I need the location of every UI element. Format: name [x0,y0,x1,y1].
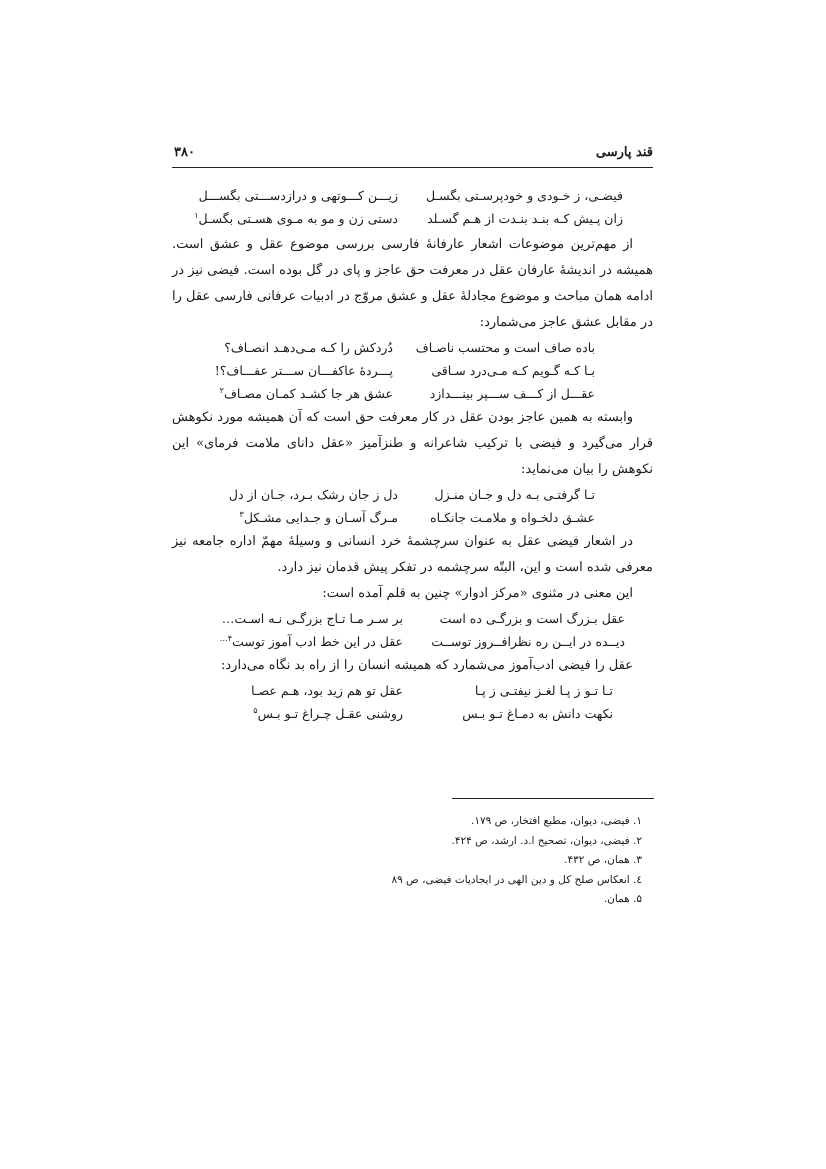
body-content [172,184,653,725]
paragraph: این معنی در مثنوی «مرکز ادوار» چنین به قلم آمده است: [322,586,633,601]
verse-block [172,607,653,653]
verse-hemistich-first: باده صاف است و محتسب ناصـاف [415,340,595,355]
verse-hemistich-second: دُردکش را کـه مـی‌دهـد انصـاف؟ [224,340,393,355]
verse-hemistich-text: دستی زن و مو به مـوی هسـتی بگسـل [198,211,398,226]
verse-line [172,630,653,653]
verse-hemistich-second: زیـــن کـــوتهی و درازدســـتی بگســـل [198,188,398,203]
paragraph: عقل را فیضی ادب‌آموز می‌شمارد که همیشه انسان را از راه بد نگاه می‌دارد: [221,658,633,673]
verse-line [172,336,653,359]
footnote-ref: ۴… [219,633,233,643]
footnote-ref: ۳ [239,509,244,519]
verse-hemistich-first: عشـق دلخـواه و ملامـت جانکـاه [430,510,595,525]
verse-hemistich-first: فیضـی، ز خـودی و خودپرسـتی بگسـل [426,188,623,203]
footnote-ref: ۵ [253,705,258,715]
verse-block [172,336,653,405]
verse-hemistich-second [240,506,398,529]
footnote-ref: ۲ [219,385,224,395]
verse-line [172,184,653,207]
verse-hemistich-text: روشنی عقـل چـراغ تـو بـس [257,706,403,721]
verse-hemistich-first: دیــده در ایــن ره نظرافــروز توســت [431,634,625,649]
verse-hemistich-second: بر سـر مـا تـاج بزرگـی نـه اسـت… [221,611,403,626]
verse-hemistich-text: مـرگ آسـان و جـدایی مشـکل [243,510,398,525]
verse-hemistich-first: عقل بـزرگ است و بزرگـی ده است [439,611,625,626]
page-header [172,143,653,168]
verse-hemistich-second [220,630,403,653]
footnotes [192,812,642,910]
verse-hemistich-first: زان پـیش کـه بنـد بنـدت از هـم گسـلد [427,211,623,226]
verse-hemistich-first: نکهت دانش به دمـاغ تـو بـس [462,706,613,721]
verse-line [172,702,653,725]
paragraph: وابسته به همین عاجز بودن عقل در کار معرفت حق است که آن همیشه مورد نکوهش قرار می‌گیرد و فیضی با ترکیب شاعرانه و طنزآمیز «عقل دانای ملامت فرمای» این نکوهش را بیان می‌نماید: [172,410,653,477]
verse-hemistich-second [253,702,403,725]
verse-hemistich-second: عقل تو هم زید بود، هـم عصـا [251,683,403,698]
footnote: ٤. انعکاس صلح کل و دین الهی در ایجادیات فیضی، ص ۸۹ [391,873,642,886]
verse-block [172,679,653,725]
verse-hemistich-text: عقل در این خط ادب آموز توست [232,634,403,649]
verse-hemistich-first: عقـــل از کـــف ســـپر بینـــدازد [429,386,595,401]
footnote: ۵. همان. [603,893,642,905]
verse-hemistich-second: پـــردهٔ عاکفـــان ســـتر عفـــاف؟! [214,363,393,378]
footnote-divider [452,798,654,799]
verse-line [172,679,653,702]
verse-line [172,382,653,405]
verse-hemistich-second [220,382,393,405]
paragraph: از مهم‌ترین موضوعات اشعار عارفانهٔ فارسی بررسی موضوع عقل و عشق است. همیشه در اندیشهٔ عارفان عقل در معرفت حق عاجز و پای در گل بوده است. فیضی نیز در ادامه همان مباحث و موضوع مجادلهٔ عقل و عشق مروّج در ادبیات عرفانی فارسی عقل را در مقابل عشق عاجز می‌شمارد: [172,237,653,330]
verse-hemistich-text: عشق هر جا کشـد کمـان مصـاف [223,386,393,401]
verse-line [172,483,653,506]
verse-hemistich-first: تـا گرفتـی بـه دل و جـان منـزل [434,487,595,502]
footnote: ۳. همان، ص ۴۳۲. [564,854,642,866]
running-title: قند پارسی [595,145,653,160]
footnote: ۲. فیضی، دیوان، تصحیح ا.د. ارشد، ص ۴۲۴. [451,834,642,847]
verse-hemistich-first: تـا تـو ز پـا لغـز نیفتـی ز پـا [474,683,613,698]
verse-line [172,207,653,230]
verse-block [172,184,653,230]
verse-line [172,506,653,529]
verse-hemistich-second [194,207,398,230]
footnote-ref: ۱ [194,210,199,220]
verse-hemistich-first: بـا کـه گـویم کـه مـی‌درد سـاقی [431,363,595,378]
footnote: ۱. فیضی، دیوان، مطبع افتخار، ص ۱۷۹. [471,815,642,827]
paragraph: در اشعار فیضی عقل به عنوان سرچشمهٔ خرد انسانی و وسیلهٔ مهمّ اداره جامعه نیز معرفی شده است و این، البتّه سرچشمه در تفکر پیش قدمان نیز دارد. [172,534,653,575]
verse-block [172,483,653,529]
verse-line [172,359,653,382]
verse-hemistich-second: دل ز جان رشک بـرد، جـان از دل [228,487,398,502]
page-number: ۳۸۰ [174,145,195,160]
verse-line [172,607,653,630]
